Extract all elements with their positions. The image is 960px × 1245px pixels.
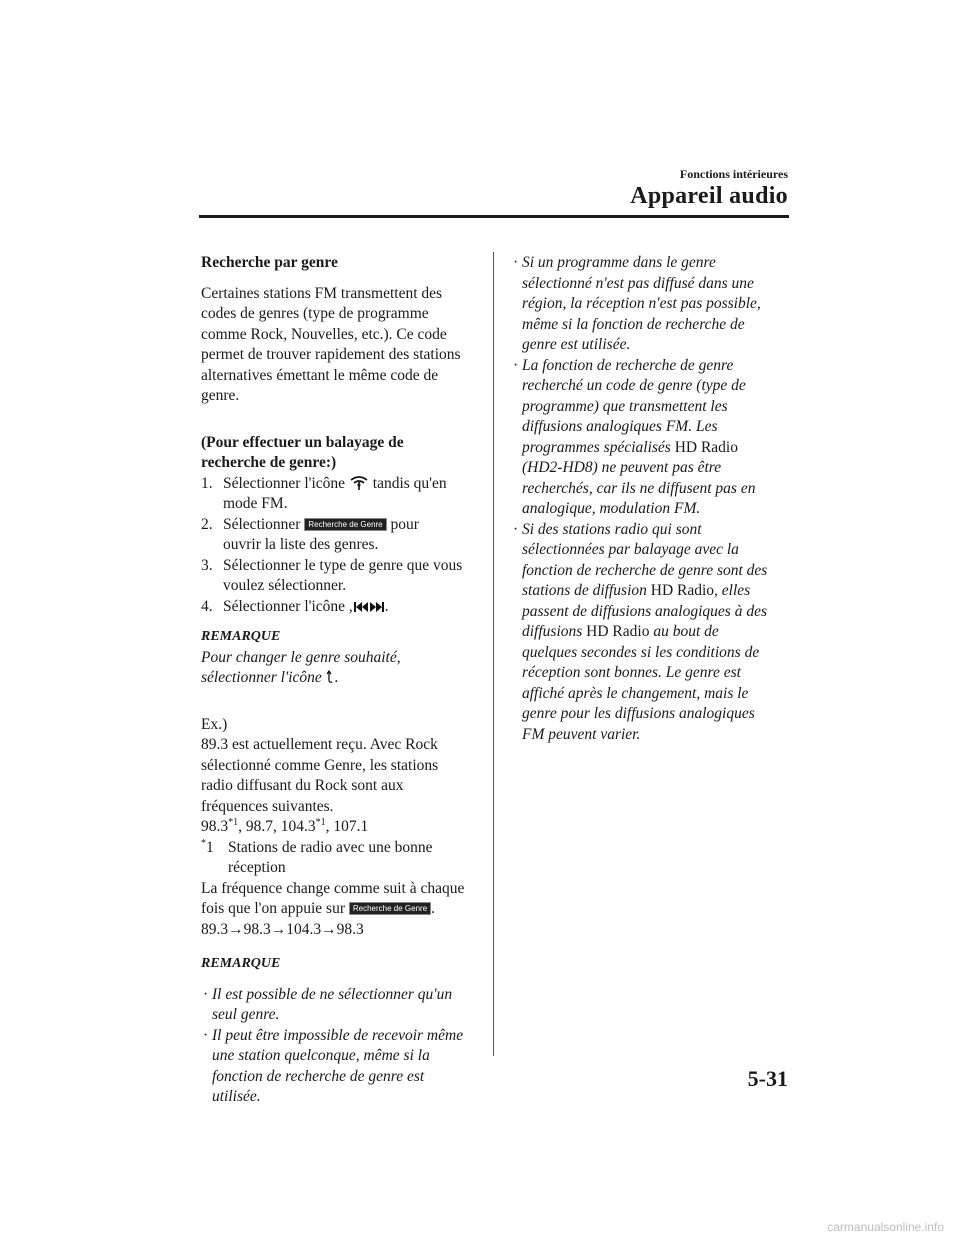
bullet-text: Si un programme dans le genre (522, 254, 716, 271)
example-label: Ex.) (201, 715, 228, 733)
bullet-text: diffusions (522, 623, 587, 640)
example-line: sélectionné comme Genre, les stations (201, 756, 439, 774)
step-text: Sélectionner le type de genre que vous (223, 556, 463, 574)
note-bullet: · Si un programme dans le genre sélectionné n'est pas diffusé dans une région, la réception n'est pas possible, même si la fonction de recherche de genre est utilisée. (513, 254, 761, 353)
change-text: . (431, 900, 436, 917)
intro-line: comme Rock, Nouvelles, etc.). Ce code (201, 325, 447, 343)
remark-text-line (201, 668, 476, 689)
remark-text: sélectionner l'icône (201, 669, 326, 686)
intro-line: genre. (201, 387, 240, 404)
bullet-text: recherché un code de genre (type de (522, 377, 746, 394)
subheading-line: recherche de genre:) (201, 454, 337, 471)
bullet-text: (HD2-HD8) ne peuvent pas être (522, 459, 722, 476)
skip-back-icon (353, 601, 369, 613)
bullet-text: fonction de recherche de genre sont des (522, 561, 768, 579)
brand-text: HD Radio (650, 582, 715, 599)
step-text: . (384, 597, 389, 615)
bullet-text: utilisée. (212, 1088, 261, 1105)
example-line: 89.3 est actuellement reçu. Avec Rock (201, 736, 438, 753)
column-divider (493, 252, 494, 1056)
bullet-text: recherchés, car ils ne diffusent pas en (522, 479, 756, 497)
step-3 (201, 556, 476, 597)
footnote-text: Stations de radio avec une bonne (228, 838, 433, 856)
brand-text: HD Radio (586, 623, 650, 640)
page-number: 5-31 (747, 1066, 788, 1091)
step-text: ouvrir la liste des genres. (223, 536, 379, 553)
bullet-text: même si la fonction de recherche de (522, 315, 745, 333)
section-heading: Recherche par genre (201, 254, 338, 271)
bullet-text: FM peuvent varier. (522, 725, 641, 743)
frequency-text: , 98.7, 104.3 (238, 818, 316, 835)
footnote-mark: * (201, 837, 206, 849)
example-line: radio diffusant du Rock sont aux (201, 777, 404, 794)
subheading-line: (Pour effectuer un balayage de (201, 433, 404, 451)
frequency-list (201, 817, 476, 838)
frequency-text: 98.3 (201, 818, 229, 835)
bullet-text: passent de diffusions analogiques à des (522, 602, 767, 620)
page-title: Appareil audio (630, 183, 788, 209)
note-bullet: · La fonction de recherche de genre recherché un code de genre (type de programme) que transmettent les diffusions analogiques FM. Les programmes spécialisés HD Radio (HD2-HD8) ne peuvent pas être recherchés, car ils ne diffusent pas en analogique, modulation FM. (513, 356, 756, 517)
wireless-genre-icon (349, 476, 369, 490)
genre-search-button[interactable]: Recherche de Genre (349, 902, 431, 915)
footnote-ref: *1 (228, 817, 239, 828)
bullet-text: Il est possible de ne sélectionner qu'un (212, 985, 453, 1003)
header-rule (199, 215, 789, 218)
bullet-text: quelques secondes si les conditions de (522, 643, 760, 661)
brand-text: HD Radio (674, 438, 738, 456)
bullet-text: stations de diffusion (522, 582, 651, 599)
intro-line: alternatives émettant le même code de (201, 366, 439, 384)
section-label: Fonctions intérieures (679, 167, 788, 181)
footnote-ref: *1 (315, 817, 326, 828)
bullet-text: La fonction de recherche de genre (522, 356, 734, 374)
bullet-text: analogique, modulation FM. (522, 500, 701, 517)
bullet-text: seul genre. (212, 1006, 280, 1023)
bullet-text: au bout de (649, 623, 719, 640)
remark-title: REMARQUE (201, 629, 281, 644)
skip-forward-icon (369, 601, 385, 613)
bullet-text: affiché après le changement, mais le (522, 684, 749, 702)
remark-bullet: · Il peut être impossible de recevoir même une station quelconque, même si la fonction de recherche de genre est utilisée. (203, 1026, 464, 1105)
step-4 (201, 597, 476, 618)
footnote-text: réception (228, 859, 286, 876)
step-number: 2. (201, 515, 213, 533)
bullet-text: genre est utilisée. (522, 336, 631, 353)
bullet-text: programmes spécialisés (522, 438, 675, 456)
step-2 (201, 515, 476, 556)
change-text: fois que l'on appuie sur (201, 900, 349, 917)
bullet-text: programme) que transmettent les (522, 397, 728, 415)
step-text: mode FM. (223, 495, 288, 512)
step-number: 4. (201, 597, 213, 615)
bullet-text: Si des stations radio qui sont (522, 520, 702, 538)
bullet-text: sélectionné n'est pas diffusé dans une (522, 274, 754, 292)
bullet-text: Il peut être impossible de recevoir même (212, 1026, 464, 1044)
remark-title: REMARQUE (201, 956, 281, 971)
step-number: 1. (201, 474, 213, 492)
remark-text: . (334, 669, 339, 686)
step-text: tandis qu'en (368, 474, 447, 492)
footnote-number: 1 (206, 838, 214, 856)
step-1 (201, 474, 476, 515)
step-text: pour (386, 515, 419, 533)
watermark: carmanualsonline.info (827, 1220, 944, 1234)
bullet-text: région, la réception n'est pas possible, (522, 295, 761, 312)
change-text: La fréquence change comme suit à chaque (201, 879, 465, 897)
intro-paragraph (201, 284, 476, 407)
step-text: Sélectionner l'icône (223, 474, 349, 492)
bullet-text: diffusions analogiques FM. Les (522, 418, 718, 435)
intro-line: codes de genres (type de programme (201, 305, 429, 322)
step-text: Sélectionner l'icône , (223, 597, 353, 615)
intro-line: permet de trouver rapidement des stations (201, 346, 461, 363)
step-number: 3. (201, 556, 213, 574)
bullet-text: , elles (714, 582, 751, 599)
genre-search-button[interactable]: Recherche de Genre (304, 518, 386, 531)
bullet-text: réception sont bonnes. Le genre est (522, 664, 741, 681)
bullet-text: sélectionnées par balayage avec la (522, 541, 739, 558)
remark-text: Pour changer le genre souhaité, (201, 648, 401, 666)
intro-line: Certaines stations FM transmettent des (201, 284, 443, 302)
footnote (201, 838, 476, 879)
remark-bullet: · Il est possible de ne sélectionner qu'un seul genre. (203, 985, 453, 1023)
bullet-text: une station quelconque, même si la (212, 1047, 430, 1064)
bullet-text: genre pour les diffusions analogiques (522, 705, 755, 722)
change-line (201, 899, 476, 920)
step-text: voulez sélectionner. (223, 577, 347, 594)
bullet-text: fonction de recherche de genre est (212, 1067, 425, 1085)
frequency-text: , 107.1 (325, 818, 369, 835)
right-column (513, 253, 788, 745)
left-column (201, 253, 476, 1108)
step-text: Sélectionner (223, 515, 305, 533)
example-line: fréquences suivantes. (201, 797, 334, 815)
back-arrow-icon (326, 670, 335, 684)
frequency-sequence: 89.3→98.3→104.3→98.3 (201, 920, 364, 938)
note-bullet: · Si des stations radio qui sont sélectionnées par balayage avec la fonction de recherche de genre sont des stations de diffusion HD Radio, elles passent de diffusions analogiques à des diffusions HD Radio au bout de quelques secondes si les conditions de réception sont bonnes. Le genre est affiché après le changement, mais le genre pour les diffusions analogiques FM peuvent varier. (513, 520, 768, 743)
